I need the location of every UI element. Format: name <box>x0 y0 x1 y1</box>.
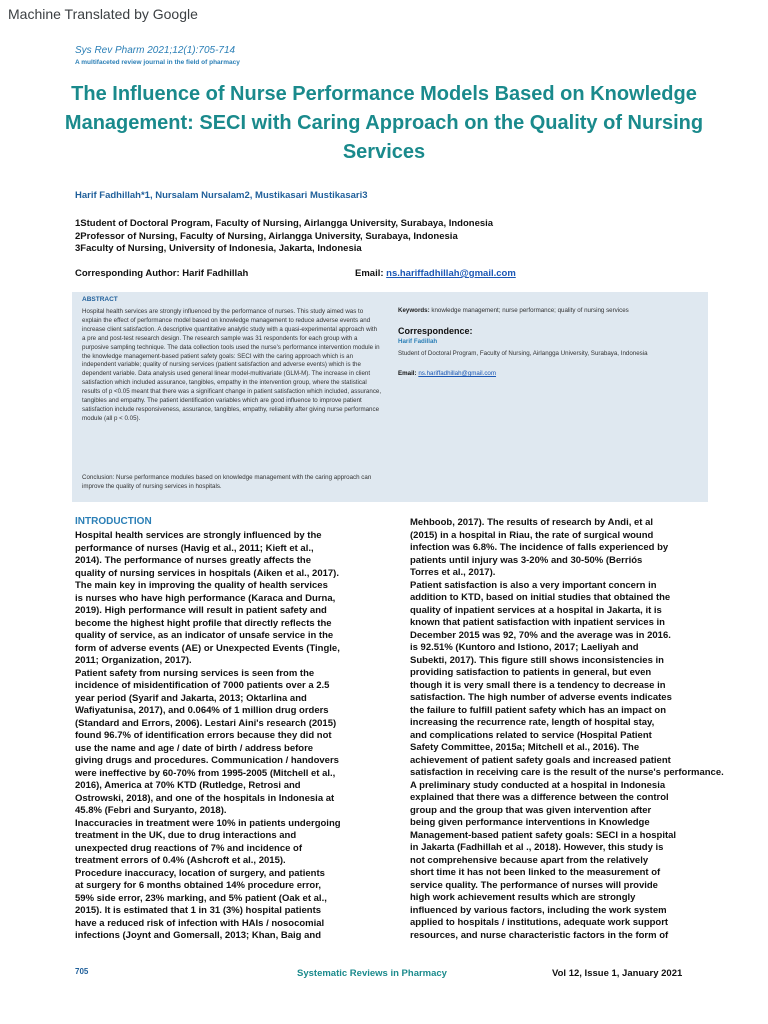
footer-volume: Vol 12, Issue 1, January 2021 <box>552 968 683 979</box>
intro-left-line: (Standard and Errors, 2006). Lestari Aini's research (2015) <box>75 717 337 729</box>
intro-right-line: in Jakarta (Fadhillah et al ., 2018). However, this study is <box>410 842 664 853</box>
affiliation-2: 2Professor of Nursing, Faculty of Nursing, Airlangga University, Surabaya, Indonesia <box>75 230 458 242</box>
intro-right-line: known that patient satisfaction with inpatient services in <box>410 617 665 628</box>
affiliation-3: 3Faculty of Nursing, University of Indonesia, Jakarta, Indonesia <box>75 243 362 254</box>
intro-right-line: group and the group that was given intervention after <box>410 804 652 816</box>
corresponding-email-link[interactable]: ns.hariffadhillah@gmail.com <box>386 268 516 279</box>
email-label: Email: <box>355 268 387 279</box>
intro-left-line: were ineffective by 60-70% from 1995-2005 (Mitchell et al., <box>75 767 336 779</box>
intro-left-line: found 96.7% of identification errors because they did not <box>75 730 332 741</box>
intro-right-line: (2015) in a hospital in Riau, the rate of surgical wound <box>410 529 654 541</box>
introduction-heading: INTRODUCTION <box>75 516 152 527</box>
author-list: Harif Fadhillah*1, Nursalam Nursalam2, Mustikasari Mustikasari3 <box>75 190 368 201</box>
keywords-text: knowledge management; nurse performance; quality of nursing services <box>429 307 629 314</box>
intro-right-line: explained that there was a difference between the control <box>410 792 669 803</box>
introduction-right-column <box>410 517 724 942</box>
intro-left-line: treatment errors of 0.4% (Ashcroft et al., 2015). <box>75 855 286 866</box>
intro-left-line: 2016), America at 70% KTD (Rutledge, Retrosi and <box>75 780 301 791</box>
intro-left-line: Wafiyatunisa, 2017), and 0.064% of 1 million drug orders <box>75 705 329 716</box>
correspondence-email-link[interactable]: ns.hariffadhillah@gmail.com <box>418 370 497 377</box>
intro-left-line: form of adverse events (AE) or Unexpected Events (Tingle, <box>75 642 340 654</box>
intro-left-line: Hospital health services are strongly influenced by the <box>75 530 322 541</box>
corresponding-email-line <box>355 268 516 279</box>
intro-right-line: short time it has not been linked to the measurement of <box>410 867 661 878</box>
intro-right-line: though it is very small there is a tendency to decrease in <box>410 679 666 691</box>
intro-right-line: not comprehensive because apart from the relatively <box>410 854 649 866</box>
intro-right-line: service quality. The performance of nurses will provide <box>410 879 658 891</box>
intro-left-line: 2015). It is estimated that 1 in 31 (3%) hospital patients <box>75 905 322 916</box>
intro-left-line: 2011; Organization, 2017). <box>75 655 192 666</box>
intro-left-line: Inaccuracies in treatment were 10% in patients undergoing <box>75 817 341 829</box>
intro-right-line: December 2015 was 92, 70% and the average was in 2016. <box>410 629 671 641</box>
correspondence-affiliation: Student of Doctoral Program, Faculty of Nursing, Airlangga University, Surabaya, Indonesia <box>398 350 648 357</box>
intro-left-line: quality of nursing services in hospitals (Aiken et al., 2017). <box>75 567 339 579</box>
intro-right-line: high work achievement results which are strongly <box>410 892 636 903</box>
intro-right-line: and complications related to service (Hospital Patient <box>410 729 652 741</box>
correspondence-heading: Correspondence: <box>398 326 473 336</box>
correspondence-name: Harif Fadillah <box>398 338 438 345</box>
intro-right-line: Mehboob, 2017). The results of research by Andi, et al <box>410 517 654 528</box>
intro-left-line: use the name and age / date of birth / address before <box>75 742 314 754</box>
intro-left-line: 45.8% (Febri and Suryanto, 2018). <box>75 805 227 816</box>
paper-title: The Influence of Nurse Performance Models Based on Knowledge Management: SECI with Caring Approach on the Quality of Nursing Services <box>64 83 704 163</box>
intro-right-line: influenced by various factors, including the work system <box>410 904 667 916</box>
intro-right-line: increasing the recurrence rate, length of hospital stay, <box>410 717 655 728</box>
intro-right-line: resources, and nurse characteristic factors in the form of <box>410 929 669 941</box>
intro-right-line: infection was 6.8%. The incidence of falls experienced by <box>410 542 669 553</box>
intro-right-line: satisfaction in receiving care is the result of the nurse's performance. <box>410 767 724 778</box>
intro-right-line: is 92.51% (Kuntoro and Istiono, 2017; Laeliyah and <box>410 642 639 653</box>
intro-right-line: quality of inpatient services at a hospital in Jakarta, it is <box>410 604 662 616</box>
intro-right-line: applied to hospitals / institutions, adequate work support <box>410 917 669 928</box>
intro-left-line: 59% side error, 23% marking, and 5% patient (Oak et al., <box>75 892 327 904</box>
intro-left-line: quality of service, as an indicator of unsafe service in the <box>75 630 334 641</box>
intro-left-line: giving drugs and procedures. Communication / handovers <box>75 755 339 766</box>
intro-left-line: 2014). The performance of nurses greatly affects the <box>75 555 311 566</box>
corresponding-author: Corresponding Author: Harif Fadhillah <box>75 268 249 279</box>
affiliations <box>75 218 493 256</box>
intro-right-line: being given performance interventions in Knowledge <box>410 817 650 828</box>
affiliation-1: 1Student of Doctoral Program, Faculty of Nursing, Airlangga University, Surabaya, Indonesia <box>75 218 494 229</box>
intro-right-line: satisfaction. The high number of adverse events indicates <box>410 692 672 703</box>
keywords <box>398 307 658 315</box>
intro-right-line: Management-based patient safety goals: SECI in a hospital <box>410 829 677 841</box>
correspondence-email <box>398 370 496 377</box>
keywords-label: Keywords: <box>398 307 430 314</box>
intro-left-line: Ostrowski, 2018), and one of the hospitals in Indonesia at <box>75 792 335 804</box>
intro-right-line: Torres et al., 2017). <box>410 567 496 578</box>
intro-left-line: 2019). High performance will result in patient safety and <box>75 605 327 616</box>
intro-right-line: patients until injury was 3-20% and 30-50% (Berriós <box>410 554 643 566</box>
intro-left-line: The main key in improving the quality of health services <box>75 580 328 591</box>
intro-right-line: the failure to fulfill patient safety which has an impact on <box>410 704 667 716</box>
footer-journal-name: Systematic Reviews in Pharmacy <box>297 968 447 979</box>
abstract-heading: ABSTRACT <box>82 296 118 303</box>
abstract-body: Hospital health services are strongly influenced by the performance of nurses. This study aimed was to explain the effect of performance model based on knowledge management to reduce adverse events and increase client satisfaction. A descriptive quantitative analytic study with a quasi-experimental approach with a pre and post-test research design. The research sample was 31 respondents for each group with a purposive sampling technique. The data collection tools used the nurse's performance intervention module in the knowledge management-based patient safety goals: SECI with the caring approach which is an independent variable; quality of nursing services (patient satisfaction and adverse events) which is the dependent variable. Data analysis used general linear model-multivariate (GLM-M). The increase in client satisfaction which included assurance, tangibles, empathy in the intervention group, where the statistical results of p <0.05 meant that there was a significant change in patient satisfaction which included, assurance, tangibles and empathy. The patient identification variables which are good influence to improve patient satisfaction include responsiveness, assurance, tangibles, empathy, reliability after giving nurse performance module (all p < 0.05). <box>82 308 382 422</box>
intro-right-line: Subekti, 2017). This figure still shows inconsistencies in <box>410 654 664 666</box>
intro-right-line: providing satisfaction to patients in general, but even <box>410 667 652 678</box>
intro-right-line: addition to KTD, based on initial studies that obtained the <box>410 592 671 603</box>
intro-left-line: incidence of misidentification of 7000 patients over a 2.5 <box>75 680 330 691</box>
intro-left-line: Procedure inaccuracy, location of surgery, and patients <box>75 867 325 879</box>
intro-left-line: year period (Syarif and Jakarta, 2013; Oktarlina and <box>75 692 307 704</box>
journal-tagline: A multifaceted review journal in the field of pharmacy <box>75 59 240 66</box>
intro-left-line: at surgery for 6 months obtained 14% procedure error, <box>75 880 322 891</box>
intro-left-line: is nurses who have high performance (Karaca and Durna, <box>75 592 336 604</box>
intro-left-line: treatment in the UK, due to drug interactions and <box>75 830 297 841</box>
machine-translation-banner: Machine Translated by Google <box>8 6 198 22</box>
intro-left-line: have a reduced risk of infection with HAIs / nosocomial <box>75 917 325 929</box>
intro-left-line: performance of nurses (Havig et al., 2011; Kieft et al., <box>75 542 314 554</box>
introduction-left-column <box>75 530 341 943</box>
page-number: 705 <box>75 967 89 976</box>
intro-right-line: Patient satisfaction is also a very important concern in <box>410 579 657 591</box>
correspondence-email-label: Email: <box>398 370 417 377</box>
intro-left-line: become the highest hight profile that directly reflects the <box>75 617 332 629</box>
intro-right-line: Safety Committee, 2015a; Mitchell et al., 2016). The <box>410 742 640 753</box>
intro-right-line: A preliminary study conducted at a hospital in Indonesia <box>410 779 666 791</box>
intro-left-line: unexpected drug reactions of 7% and incidence of <box>75 842 302 854</box>
intro-right-line: achievement of patient safety goals and increased patient <box>410 754 671 766</box>
abstract-conclusion: Conclusion: Nurse performance modules based on knowledge management with the caring approach can improve the quality of nursing services in hospitals. <box>82 474 372 490</box>
intro-left-line: infections (Joynt and Gomersall, 2013; Khan, Baig and <box>75 930 321 941</box>
journal-reference: Sys Rev Pharm 2021;12(1):705-714 <box>75 45 236 56</box>
intro-left-line: Patient safety from nursing services is seen from the <box>75 667 315 679</box>
